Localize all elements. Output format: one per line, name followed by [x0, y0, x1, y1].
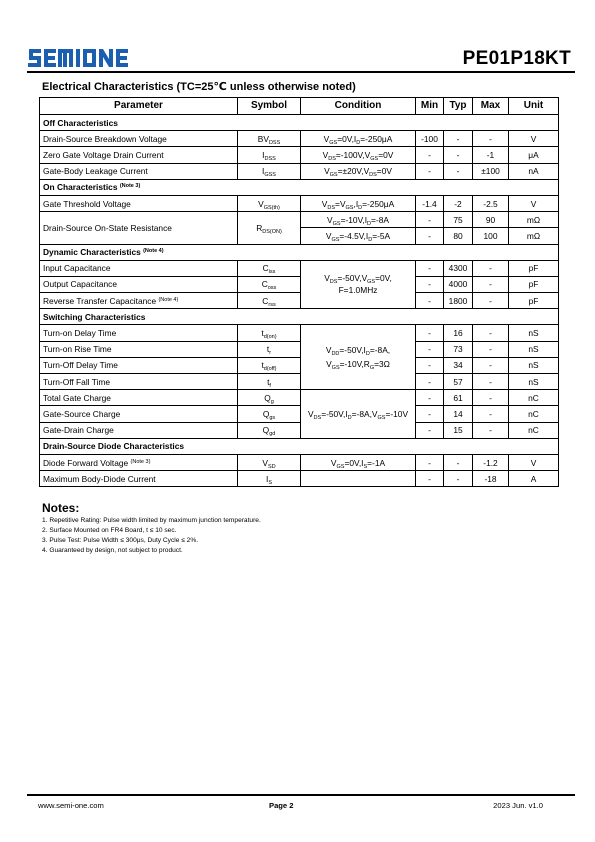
max-cell: 90 [473, 212, 509, 228]
min-cell: - [416, 341, 444, 357]
rds-cond-1: $V_{GS}=-10V,I_D=-8A$ [301, 212, 416, 228]
symbol-cell: $Q_{gs}$ [238, 406, 301, 422]
max-cell: - [473, 276, 509, 292]
parameter-cell: Gate-Source Charge [40, 406, 238, 422]
unit-cell: V [509, 195, 559, 211]
table-row [40, 195, 559, 211]
group-row-on [40, 179, 559, 195]
footer-version: 2023 Jun. v1.0 [493, 801, 543, 810]
table-header-row [40, 98, 559, 115]
group-title: On Characteristics [43, 182, 118, 193]
unit-cell: nS [509, 374, 559, 390]
table-row [40, 406, 559, 422]
typ-cell: 61 [444, 390, 473, 406]
sw-cond-line: $V_{GS}=-10V,R_G=3\Omega$ [326, 359, 390, 372]
symbol-cell: $C_{iss}$ [238, 260, 301, 276]
unit-cell: nC [509, 406, 559, 422]
notes-title: Notes: [42, 501, 80, 515]
col-header-unit: Unit [509, 98, 559, 115]
typ-cell: - [444, 147, 473, 163]
parameter-cell: Diode Forward Voltage $^{(Note 3)}$ [40, 454, 238, 470]
typ-cell: 4300 [444, 260, 473, 276]
table-row [40, 390, 559, 406]
max-cell: ±100 [473, 163, 509, 179]
col-header-max: Max [473, 98, 509, 115]
typ-cell: - [444, 471, 473, 487]
note-item: 1. Repetitive Rating: Pulse width limited by maximum junction temperature. [42, 517, 261, 524]
parameter-cell: Turn-on Delay Time [40, 325, 238, 341]
typ-cell: 1800 [444, 293, 473, 309]
symbol-cell: $R_{DS(ON)}$ [238, 212, 301, 244]
condition-cell: $V_{GS}=0V,I_S=-1A$ [301, 454, 416, 470]
parameter-cell: Output Capacitance [40, 276, 238, 292]
typ-cell: 73 [444, 341, 473, 357]
symbol-cell: $Q_{gd}$ [238, 422, 301, 438]
parameter-cell: Reverse Transfer Capacitance $^{(Note 4)}$ [40, 293, 238, 309]
typ-cell: 16 [444, 325, 473, 341]
typ-cell: 57 [444, 374, 473, 390]
unit-cell: V [509, 454, 559, 470]
unit-cell: nS [509, 341, 559, 357]
condition-cell: $V_{DS}=-100V,V_{GS}=0V$ [301, 147, 416, 163]
electrical-characteristics-table [39, 97, 559, 487]
table-row [40, 341, 559, 357]
typ-cell: - [444, 131, 473, 147]
max-cell: - [473, 341, 509, 357]
symbol-cell: $I_S$ [238, 471, 301, 487]
symbol-cell: $t_{d(on)}$ [238, 325, 301, 341]
min-cell: - [416, 374, 444, 390]
parameter-cell: Drain-Source On-State Resistance [40, 212, 238, 244]
min-cell: -1.4 [416, 195, 444, 211]
typ-cell: 4000 [444, 276, 473, 292]
unit-cell: V [509, 131, 559, 147]
symbol-cell: $t_r$ [238, 341, 301, 357]
table-row [40, 374, 559, 390]
note-item: 3. Pulse Test: Pulse Width ≤ 300μs, Duty Cycle ≤ 2%. [42, 537, 199, 544]
parameter-cell: Zero Gate Voltage Drain Current [40, 147, 238, 163]
unit-cell: pF [509, 293, 559, 309]
typ-cell: 14 [444, 406, 473, 422]
group-title: Switching Characteristics [40, 309, 559, 325]
parameter-cell: Turn-Off Fall Time [40, 374, 238, 390]
unit-cell: nC [509, 422, 559, 438]
note-item: 4. Guaranteed by design, not subject to product. [42, 547, 183, 554]
unit-cell: nS [509, 357, 559, 373]
group-row-dynamic [40, 244, 559, 260]
part-number: PE01P18KT [462, 48, 571, 69]
symbol-cell: $C_{oss}$ [238, 276, 301, 292]
col-header-typ: Typ [444, 98, 473, 115]
col-header-min: Min [416, 98, 444, 115]
unit-cell: μA [509, 147, 559, 163]
unit-cell: mΩ [509, 228, 559, 244]
table-row [40, 325, 559, 341]
min-cell: - [416, 325, 444, 341]
min-cell: - [416, 390, 444, 406]
table-row [40, 147, 559, 163]
footer-page-number: Page 2 [269, 801, 294, 810]
unit-cell: pF [509, 276, 559, 292]
note-ref: (Note 3) [119, 183, 141, 190]
min-cell: - [416, 454, 444, 470]
col-header-parameter: Parameter [40, 98, 238, 115]
group-title: Drain-Source Diode Characteristics [40, 438, 559, 454]
min-cell: - [416, 293, 444, 309]
table-row [40, 260, 559, 276]
parameter-cell: Gate Threshold Voltage [40, 195, 238, 211]
symbol-cell: $t_f$ [238, 374, 301, 390]
min-cell: - [416, 147, 444, 163]
note-ref: (Note 4) [143, 248, 164, 255]
table-row [40, 471, 559, 487]
symbol-cell: $V_{GS(th)}$ [238, 195, 301, 211]
unit-cell: nA [509, 163, 559, 179]
symbol-cell: $C_{rss}$ [238, 293, 301, 309]
max-cell: - [473, 325, 509, 341]
parameter-cell: Total Gate Charge [40, 390, 238, 406]
gate-charge-condition: $V_{DS}=-50V,I_D=-8A,V_{GS}=-10V$ [301, 390, 416, 439]
condition-cell: $V_{GS}=\pm 20V,V_{DS}=0V$ [301, 163, 416, 179]
cap-cond-line: F=1.0MHz [338, 285, 378, 296]
parameter-cell: Turn-on Rise Time [40, 341, 238, 357]
typ-cell: -2 [444, 195, 473, 211]
min-cell: - [416, 163, 444, 179]
min-cell: - [416, 422, 444, 438]
parameter-cell: Turn-Off Delay Time [40, 357, 238, 373]
table-row [40, 357, 559, 373]
section-title: Electrical Characteristics (TC=25℃ unless otherwise noted) [42, 81, 356, 93]
min-cell: - [416, 212, 444, 228]
capacitance-condition [301, 260, 416, 309]
parameter-cell: Drain-Source Breakdown Voltage [40, 131, 238, 147]
symbol-cell: $t_{d(off)}$ [238, 357, 301, 373]
footer-website: www.semi-one.com [38, 801, 104, 810]
max-cell: -2.5 [473, 195, 509, 211]
col-header-symbol: Symbol [238, 98, 301, 115]
max-cell: - [473, 406, 509, 422]
parameter-cell: Gate-Body Leakage Current [40, 163, 238, 179]
condition-cell: $V_{GS}=0V,I_D=-250\mu A$ [301, 131, 416, 147]
max-cell: - [473, 357, 509, 373]
min-cell: - [416, 228, 444, 244]
parameter-cell: Maximum Body-Diode Current [40, 471, 238, 487]
table-row [40, 212, 559, 228]
company-logo [27, 46, 137, 70]
condition-cell: $V_{GS}=-4.5V,I_D=-5A$ [301, 228, 416, 244]
condition-cell: $V_{DS}=V_{GS},I_D=-250\mu A$ [301, 195, 416, 211]
group-title: Off Characteristics [40, 115, 559, 131]
table-row [40, 276, 559, 292]
min-cell: - [416, 357, 444, 373]
symbol-cell: $V_{SD}$ [238, 454, 301, 470]
table-row [40, 163, 559, 179]
typ-cell: 75 [444, 212, 473, 228]
group-row-switching [40, 309, 559, 325]
typ-cell: 15 [444, 422, 473, 438]
notes-list [42, 516, 261, 556]
max-cell: - [473, 390, 509, 406]
max-cell: -1 [473, 147, 509, 163]
min-cell: - [416, 406, 444, 422]
typ-cell: 34 [444, 357, 473, 373]
header-rule [27, 71, 575, 73]
min-cell: - [416, 276, 444, 292]
typ-cell: 80 [444, 228, 473, 244]
max-cell: -18 [473, 471, 509, 487]
condition-cell [301, 471, 416, 487]
group-row-diode [40, 438, 559, 454]
col-header-condition: Condition [301, 98, 416, 115]
typ-cell: - [444, 163, 473, 179]
table-row [40, 454, 559, 470]
max-cell: - [473, 374, 509, 390]
max-cell: - [473, 131, 509, 147]
unit-cell: A [509, 471, 559, 487]
unit-cell: nS [509, 325, 559, 341]
group-title: Dynamic Characteristics [43, 247, 141, 258]
switching-condition [301, 325, 416, 390]
max-cell: 100 [473, 228, 509, 244]
min-cell: - [416, 260, 444, 276]
table-row [40, 293, 559, 309]
sw-cond-line: $V_{DD}=-50V,I_D=-8A$, [325, 345, 391, 358]
max-cell: - [473, 422, 509, 438]
min-cell: -100 [416, 131, 444, 147]
note-item: 2. Surface Mounted on FR4 Board, t ≤ 10 sec. [42, 527, 177, 534]
group-row-off [40, 115, 559, 131]
symbol-cell: $I_{GSS}$ [238, 163, 301, 179]
symbol-cell: $I_{DSS}$ [238, 147, 301, 163]
max-cell: - [473, 293, 509, 309]
symbol-cell: $Q_g$ [238, 390, 301, 406]
cap-cond-line: $V_{DS}=-50V,V_{GS}=0V$, [324, 273, 392, 286]
footer-rule [27, 794, 575, 796]
parameter-cell: Input Capacitance [40, 260, 238, 276]
typ-cell: - [444, 454, 473, 470]
unit-cell: nC [509, 390, 559, 406]
unit-cell: pF [509, 260, 559, 276]
symbol-cell: $BV_{DSS}$ [238, 131, 301, 147]
max-cell: -1.2 [473, 454, 509, 470]
table-row [40, 131, 559, 147]
parameter-cell: Gate-Drain Charge [40, 422, 238, 438]
table-row [40, 422, 559, 438]
min-cell: - [416, 471, 444, 487]
max-cell: - [473, 260, 509, 276]
unit-cell: mΩ [509, 212, 559, 228]
